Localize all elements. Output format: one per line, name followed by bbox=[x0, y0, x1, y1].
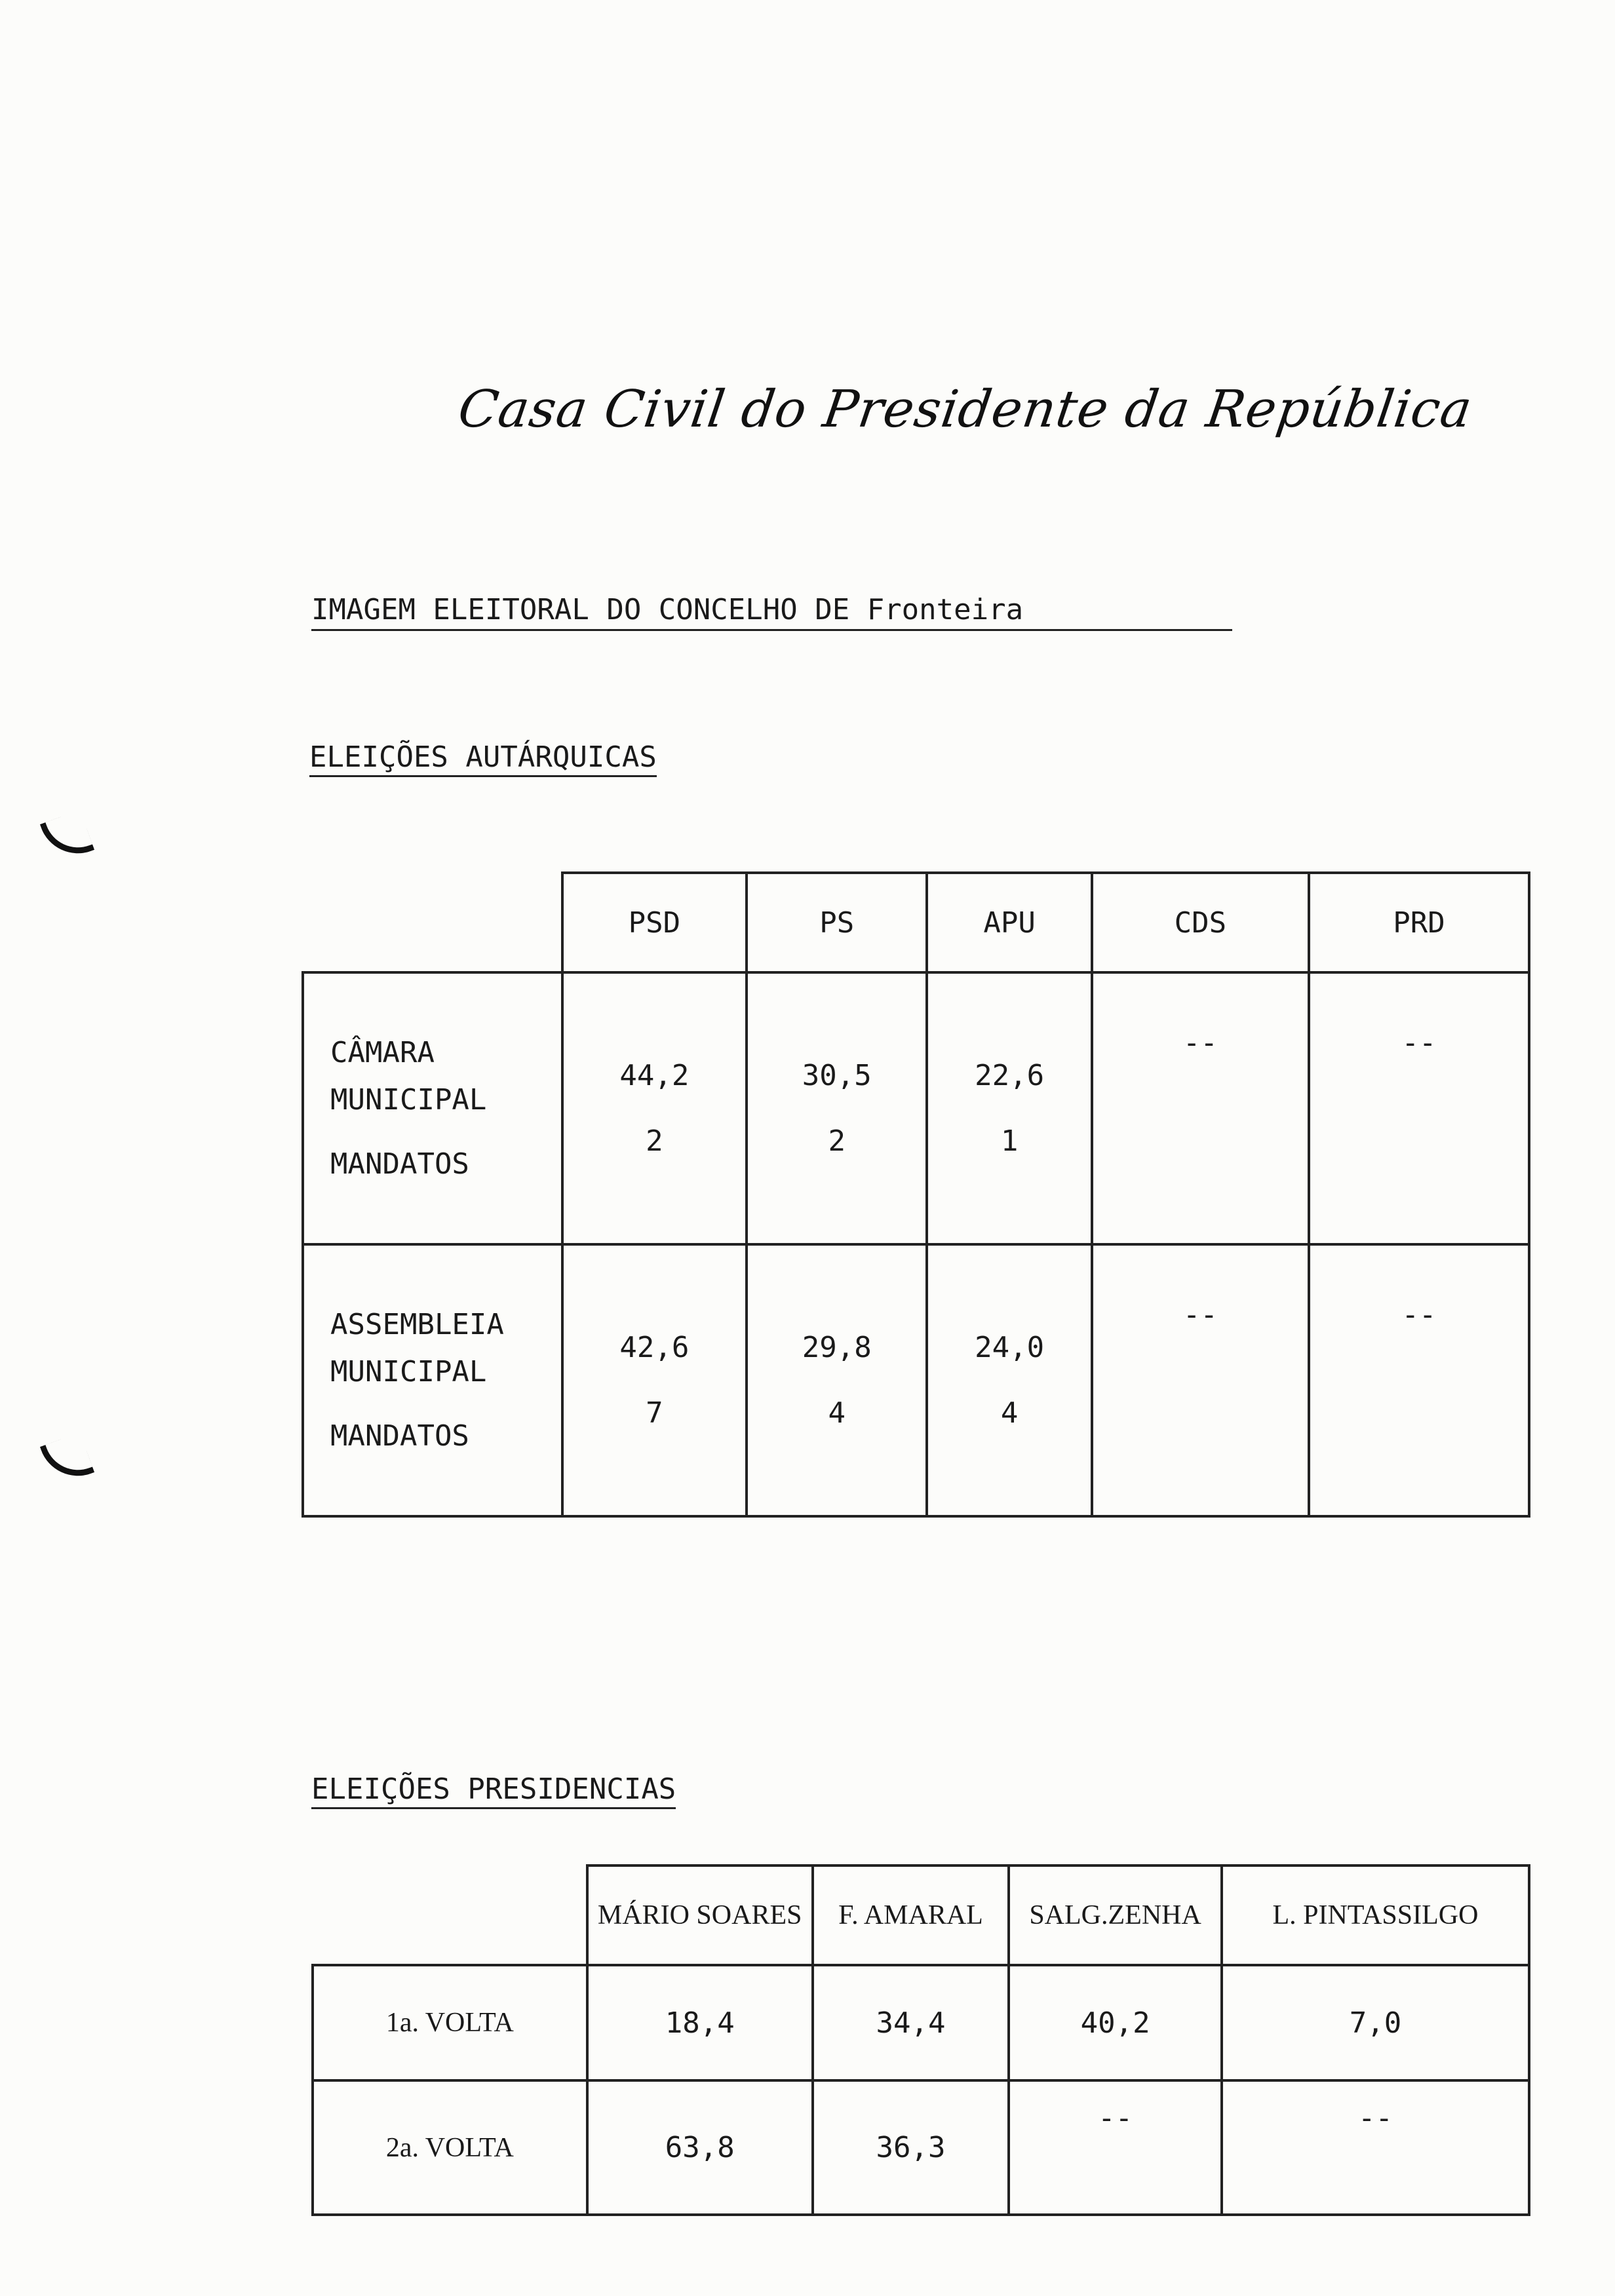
mandates-value: 1 bbox=[1000, 1124, 1019, 1158]
row-label: 2a. VOLTA bbox=[313, 2080, 587, 2215]
table-header-row bbox=[303, 873, 1529, 972]
table-row bbox=[313, 1965, 1529, 2080]
percent-value: 30,5 bbox=[802, 1058, 872, 1092]
header-corner bbox=[313, 1866, 587, 1965]
result-cell: 7,0 bbox=[1222, 1965, 1529, 2080]
candidate-header: SALG.ZENHA bbox=[1009, 1866, 1222, 1965]
mandates-value: 7 bbox=[646, 1396, 663, 1430]
table-row bbox=[313, 2080, 1529, 2215]
party-header: PRD bbox=[1309, 873, 1529, 972]
result-cell: -- bbox=[1092, 1244, 1309, 1516]
result-cell bbox=[747, 1244, 927, 1516]
party-header: APU bbox=[927, 873, 1091, 972]
binder-hole-mark bbox=[40, 810, 94, 864]
row-label-line: MANDATOS bbox=[330, 1419, 469, 1453]
mandates-value: 4 bbox=[1000, 1396, 1019, 1430]
mandates-value: 2 bbox=[646, 1124, 663, 1158]
result-cell: 40,2 bbox=[1009, 1965, 1222, 2080]
result-cell: -- bbox=[1309, 972, 1529, 1244]
section-title-presidenciais: ELEIÇÕES PRESIDENCIAS bbox=[311, 1772, 676, 1809]
result-cell bbox=[747, 972, 927, 1244]
percent-value: 42,6 bbox=[619, 1330, 690, 1364]
result-cell bbox=[927, 1244, 1091, 1516]
percent-value: 24,0 bbox=[975, 1330, 1045, 1364]
header-corner bbox=[303, 873, 562, 972]
row-label-line: MANDATOS bbox=[330, 1147, 469, 1181]
autarquicas-table bbox=[302, 871, 1530, 1518]
candidate-header: L. PINTASSILGO bbox=[1222, 1866, 1529, 1965]
result-cell: 36,3 bbox=[813, 2080, 1009, 2215]
result-cell: 18,4 bbox=[587, 1965, 813, 2080]
binder-hole-mark bbox=[40, 1432, 94, 1487]
candidate-header: MÁRIO SOARES bbox=[587, 1866, 813, 1965]
party-header: CDS bbox=[1092, 873, 1309, 972]
row-label bbox=[303, 1244, 562, 1516]
presidenciais-table bbox=[311, 1864, 1530, 2216]
result-cell: -- bbox=[1222, 2080, 1529, 2215]
percent-value: 29,8 bbox=[802, 1330, 872, 1364]
result-cell bbox=[562, 1244, 747, 1516]
candidate-header: F. AMARAL bbox=[813, 1866, 1009, 1965]
row-label-line: MUNICIPAL bbox=[330, 1082, 487, 1117]
result-cell: 34,4 bbox=[813, 1965, 1009, 2080]
result-cell bbox=[927, 972, 1091, 1244]
result-cell: -- bbox=[1309, 1244, 1529, 1516]
percent-value: 22,6 bbox=[975, 1058, 1045, 1092]
percent-value: 44,2 bbox=[619, 1058, 690, 1092]
table-header-row bbox=[313, 1866, 1529, 1965]
section-title-autarquicas: ELEIÇÕES AUTÁRQUICAS bbox=[309, 740, 657, 777]
result-cell: -- bbox=[1009, 2080, 1222, 2215]
result-cell: 63,8 bbox=[587, 2080, 813, 2215]
row-label-line: ASSEMBLEIA bbox=[330, 1307, 504, 1341]
party-header: PSD bbox=[562, 873, 747, 972]
row-label bbox=[303, 972, 562, 1244]
row-label-line: CÂMARA bbox=[330, 1035, 435, 1069]
party-header: PS bbox=[747, 873, 927, 972]
letterhead: Casa Civil do Presidente da República bbox=[454, 380, 1476, 439]
table-row bbox=[303, 1244, 1529, 1516]
mandates-value: 4 bbox=[828, 1396, 846, 1430]
document-heading: IMAGEM ELEITORAL DO CONCELHO DE Fronteira bbox=[311, 593, 1232, 631]
mandates-value: 2 bbox=[828, 1124, 846, 1158]
result-cell: -- bbox=[1092, 972, 1309, 1244]
result-cell bbox=[562, 972, 747, 1244]
table-row bbox=[303, 972, 1529, 1244]
row-label: 1a. VOLTA bbox=[313, 1965, 587, 2080]
row-label-line: MUNICIPAL bbox=[330, 1354, 487, 1388]
